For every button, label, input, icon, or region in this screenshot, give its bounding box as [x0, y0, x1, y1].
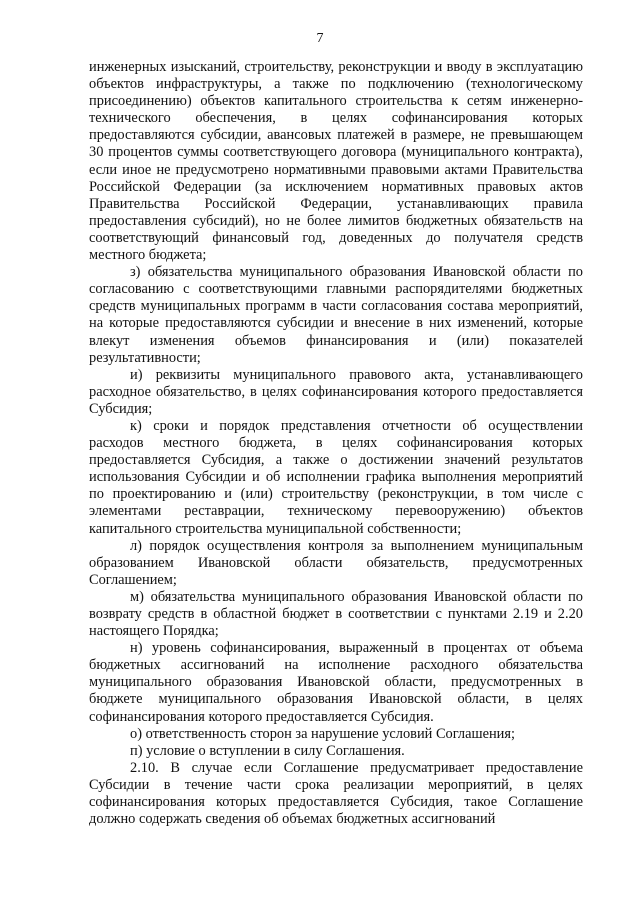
page-number: 7 [316, 31, 324, 46]
paragraph-section-2-10: 2.10. В случае если Соглашение предусматривает предоставление Субсидии в течение части срока реализации мероприятий, в целях софинансирования которых предоставляется Субсидия, такое Соглашение должно содержать сведения об объемах бюджетных ассигнований [89, 759, 583, 828]
paragraph-item-n: н) уровень софинансирования, выраженный в процентах от объема бюджетных ассигнований на исполнение расходного обязательства муниципального образования Ивановской области, предусмотренных в бюджете муниципального образования Ивановской области, в целях софинансирования которого предоставляется Субсидия. [89, 640, 583, 725]
paragraph-continuation: инженерных изысканий, строительству, реконструкции и вводу в эксплуатацию объектов инфраструктуры, а также по подключению (технологическому присоединению) объектов капитального строительства к сетям инженерно-технического обеспечения, в целях софинансирования которых предоставляются субсидии, авансовых платежей в размере, не превышающем 30 процентов суммы соответствующего договора (муниципального контракта), если иное не предусмотрено нормативными правовыми актами Правительства Российской Федерации (за исключением нормативных правовых актов Правительства Российской Федерации, устанавливающих правила предоставления субсидий), но не более лимитов бюджетных обязательств на соответствующий финансовый год, доведенных до получателя средств местного бюджета; [89, 59, 583, 264]
paragraph-item-m: м) обязательства муниципального образования Ивановской области по возврату средств в областной бюджет в соответствии с пунктами 2.19 и 2.20 настоящего Порядка; [89, 588, 583, 640]
paragraph-item-p: п) условие о вступлении в силу Соглашения. [130, 742, 405, 759]
paragraph-item-o: о) ответственность сторон за нарушение условий Соглашения; [130, 725, 515, 742]
paragraph-item-l: л) порядок осуществления контроля за выполнением муниципальным образованием Ивановской области обязательств, предусмотренных Соглашением; [89, 537, 583, 588]
document-body [89, 59, 583, 828]
paragraph-item-z: з) обязательства муниципального образования Ивановской области по согласованию с соответствующими главными распорядителями бюджетных средств муниципальных программ в части согласования состава мероприятий, на которые предоставляются субсидии и внесение в них изменений, которые влекут изменения объемов финансирования и (или) показателей результативности; [89, 264, 583, 366]
paragraph-item-k: к) сроки и порядок представления отчетности об осуществлении расходов местного бюджета, в целях софинансирования которых предоставляется Субсидия, а также о достижении значений результатов использования Субсидии и об исполнении графика выполнения мероприятий по проектированию и (или) строительству (реконструкции, в том числе с элементами реставрации, техническому перевооружению) объектов капитального строительства муниципальной собственности; [89, 417, 583, 537]
paragraph-item-i: и) реквизиты муниципального правового акта, устанавливающего расходное обязательство, в целях софинансирования которого предоставляется Субсидия; [89, 366, 583, 417]
